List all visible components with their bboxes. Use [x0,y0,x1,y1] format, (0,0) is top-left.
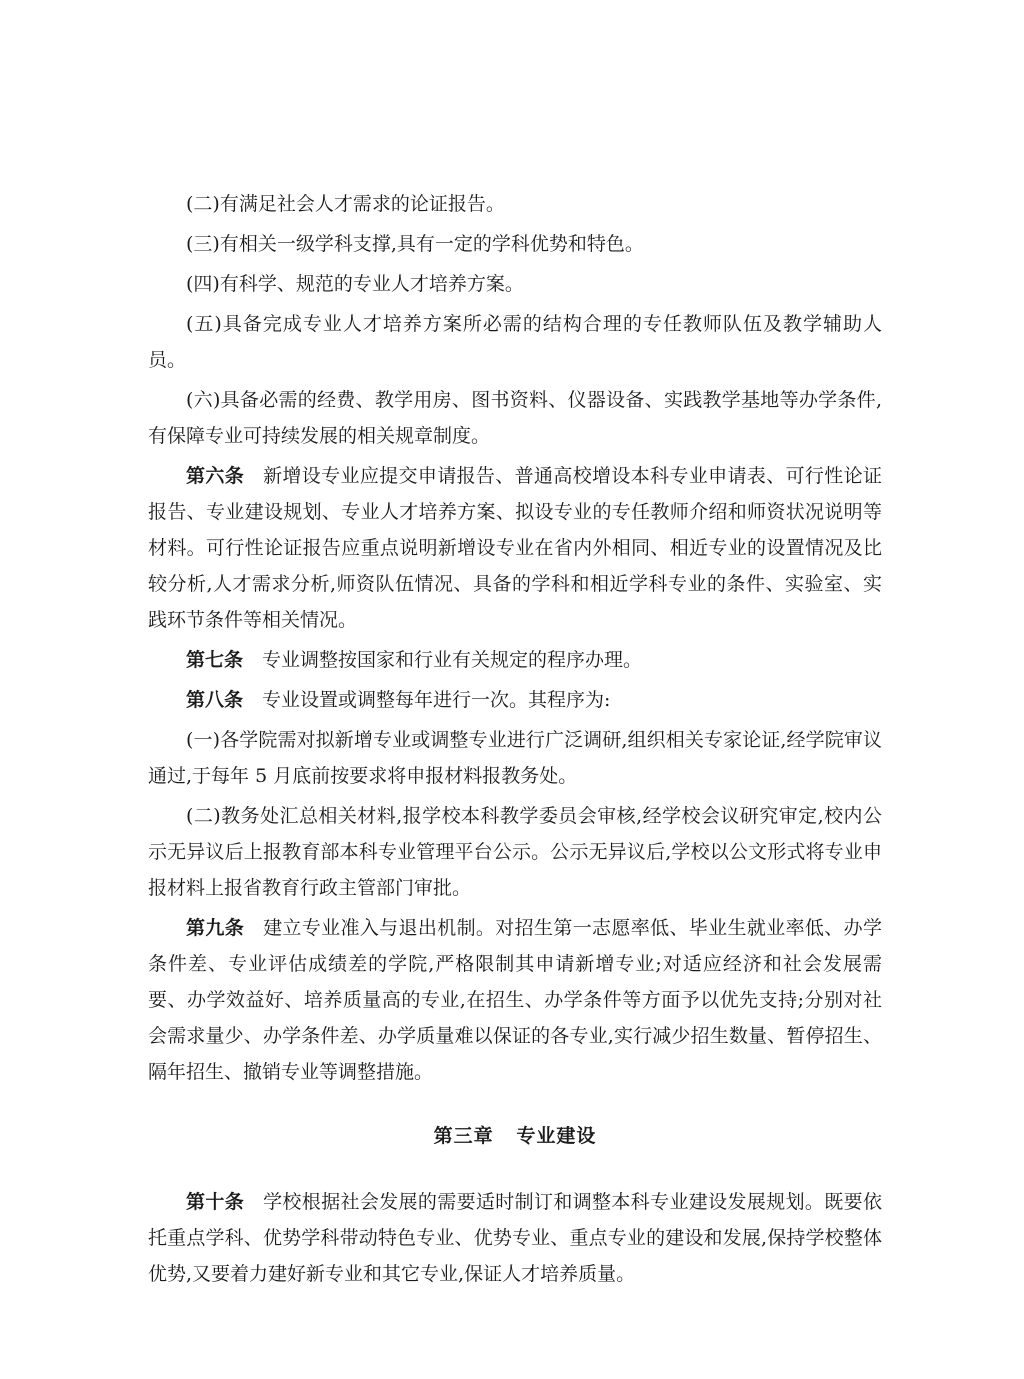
clause-3 [148,226,882,262]
article-heading: 第十条 [186,1191,245,1213]
article-10 [148,1184,882,1292]
chapter-title: 专业建设 [516,1125,597,1147]
clause-text: (四)有科学、规范的专业人才培养方案。 [186,273,524,295]
clause-2 [148,186,882,222]
clause-6 [148,382,882,454]
article-heading: 第九条 [186,917,245,939]
article-9 [148,910,882,1090]
article-7 [148,642,882,678]
article-heading: 第六条 [186,465,245,487]
chapter-number: 第三章 [433,1125,494,1147]
document-page [148,186,882,1292]
clause-5 [148,306,882,378]
article-heading: 第八条 [186,689,244,711]
article-text: 学校根据社会发展的需要适时制订和调整本科专业建设发展规划。既要依托重点学科、优势学科带动特色专业、优势专业、重点专业的建设和发展,保持学校整体优势,又要着力建好新专业和其它专业,保证人才培养质量。 [148,1191,882,1285]
procedure-step-1 [148,722,882,794]
article-6 [148,458,882,638]
clause-text: (二)教务处汇总相关材料,报学校本科教学委员会审核,经学校会议研究审定,校内公示无异议后上报教育部本科专业管理平台公示。公示无异议后,学校以公文形式将专业申报材料上报省教育行政主管部门审批。 [148,805,882,899]
clause-text: (一)各学院需对拟新增专业或调整专业进行广泛调研,组织相关专家论证,经学院审议通过,于每年 5 月底前按要求将申报材料报教务处。 [148,729,882,787]
procedure-step-2 [148,798,882,906]
article-text: 专业设置或调整每年进行一次。其程序为: [262,689,611,711]
article-text: 建立专业准入与退出机制。对招生第一志愿率低、毕业生就业率低、办学条件差、专业评估成绩差的学院,严格限制其申请新增专业;对适应经济和社会发展需要、办学效益好、培养质量高的专业,在招生、办学条件等方面予以优先支持;分别对社会需求量少、办学条件差、办学质量难以保证的各专业,实行减少招生数量、暂停招生、隔年招生、撤销专业等调整措施。 [148,917,882,1083]
clause-text: (三)有相关一级学科支撑,具有一定的学科优势和特色。 [186,233,644,255]
article-text: 专业调整按国家和行业有关规定的程序办理。 [262,649,643,671]
chapter-heading [148,1118,882,1154]
article-8 [148,682,882,718]
article-heading: 第七条 [186,649,244,671]
clause-text: (二)有满足社会人才需求的论证报告。 [186,193,505,215]
article-text: 新增设专业应提交申请报告、普通高校增设本科专业申请表、可行性论证报告、专业建设规划、专业人才培养方案、拟设专业的专任教师介绍和师资状况说明等材料。可行性论证报告应重点说明新增设专业在省内外相同、相近专业的设置情况及比较分析,人才需求分析,师资队伍情况、具备的学科和相近学科专业的条件、实验室、实践环节条件等相关情况。 [148,465,882,631]
clause-4 [148,266,882,302]
clause-text: (六)具备必需的经费、教学用房、图书资料、仪器设备、实践教学基地等办学条件,有保障专业可持续发展的相关规章制度。 [148,389,882,447]
clause-text: (五)具备完成专业人才培养方案所必需的结构合理的专任教师队伍及教学辅助人员。 [148,313,882,371]
